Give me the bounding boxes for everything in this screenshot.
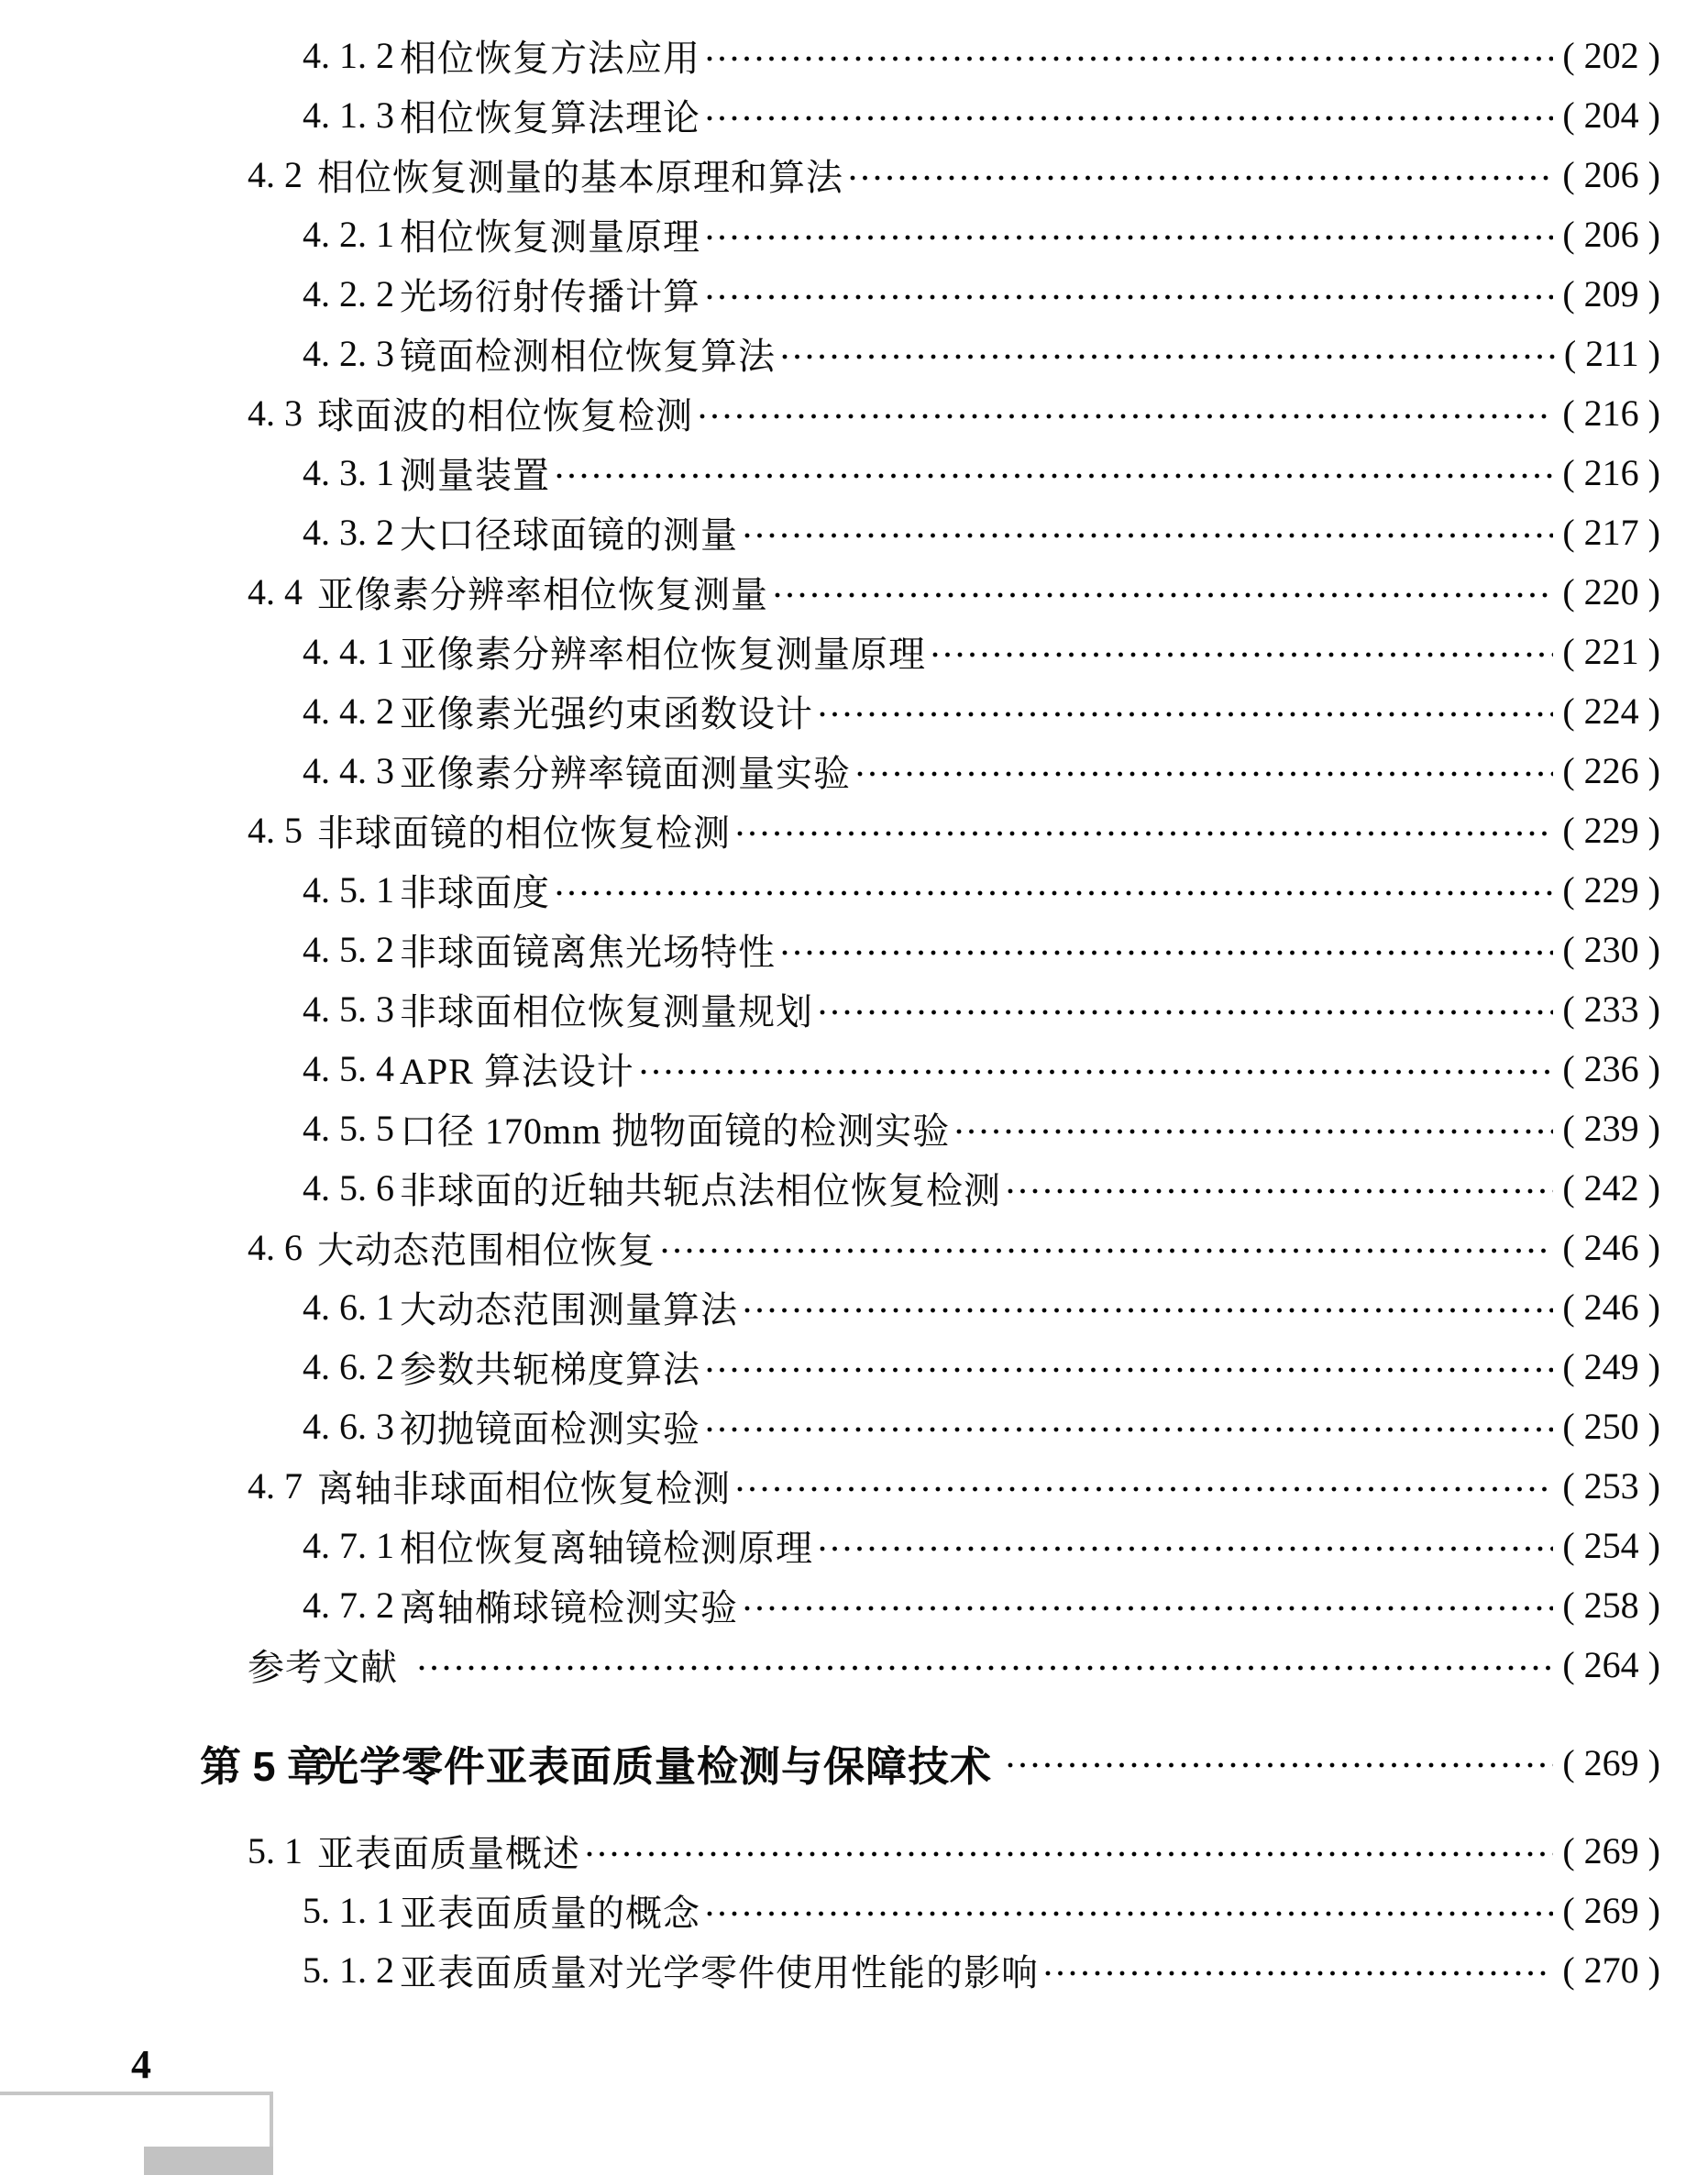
entry-page: ( 204 ) bbox=[1562, 94, 1660, 137]
dot-leader bbox=[640, 1066, 1554, 1077]
entry-title: 相位恢复测量原理 bbox=[400, 216, 700, 258]
toc-entry bbox=[0, 145, 1708, 204]
toc-entry bbox=[0, 26, 1708, 85]
entry-page: ( 264 ) bbox=[1562, 1643, 1660, 1686]
entry-number: 5. 1. 2 bbox=[303, 1949, 394, 1991]
toc-entry bbox=[0, 1158, 1708, 1218]
entry-number: 4. 4. 1 bbox=[303, 631, 394, 672]
entry-title: 亚表面质量对光学零件使用性能的影响 bbox=[400, 1952, 1039, 1993]
entry-page: ( 217 ) bbox=[1562, 511, 1660, 554]
toc-entry bbox=[0, 264, 1708, 324]
toc-entry bbox=[0, 1456, 1708, 1516]
toc-entry bbox=[0, 681, 1708, 741]
toc-entry bbox=[0, 204, 1708, 264]
entry-number: 4. 5. 2 bbox=[303, 929, 394, 970]
entry-title: 亚像素分辨率相位恢复测量 bbox=[317, 574, 768, 615]
entry-page: ( 216 ) bbox=[1562, 451, 1660, 494]
entry-page: ( 221 ) bbox=[1562, 630, 1660, 673]
entry-page: ( 269 ) bbox=[1562, 1829, 1660, 1872]
dot-leader bbox=[1044, 1968, 1553, 1979]
dot-leader bbox=[849, 172, 1553, 183]
entry-number: 4. 3 bbox=[248, 392, 303, 434]
entry-number: 5. 1. 1 bbox=[303, 1890, 394, 1931]
entry-page: ( 258 ) bbox=[1562, 1584, 1660, 1627]
dot-leader bbox=[955, 1126, 1553, 1137]
toc-entry bbox=[0, 1881, 1708, 1940]
entry-title: 非球面的近轴共轭点法相位恢复检测 bbox=[400, 1170, 1001, 1211]
toc-entry bbox=[0, 1516, 1708, 1575]
entry-title: 大动态范围相位恢复 bbox=[317, 1230, 656, 1271]
entry-number: 4. 7 bbox=[248, 1465, 303, 1507]
entry-page: ( 206 ) bbox=[1562, 153, 1660, 196]
entry-title: 光学零件亚表面质量检测与保障技术 bbox=[317, 1742, 993, 1790]
toc-entry bbox=[0, 1821, 1708, 1881]
toc-entry bbox=[0, 1277, 1708, 1337]
toc-entry bbox=[0, 1218, 1708, 1277]
entry-number: 4. 2 bbox=[248, 154, 303, 195]
entry-title: 离轴椭球镜检测实验 bbox=[400, 1587, 738, 1628]
dot-leader bbox=[706, 1364, 1553, 1375]
toc-entry bbox=[0, 860, 1708, 920]
toc-entry bbox=[0, 1337, 1708, 1397]
dot-leader bbox=[856, 768, 1553, 779]
entry-number: 4. 1. 2 bbox=[303, 35, 394, 76]
entry-number: 4. 4. 2 bbox=[303, 690, 394, 732]
dot-leader bbox=[781, 351, 1555, 362]
entry-page: ( 229 ) bbox=[1562, 868, 1660, 911]
toc-entry bbox=[0, 1729, 1708, 1795]
dot-leader bbox=[706, 53, 1553, 64]
toc-entry bbox=[0, 979, 1708, 1039]
entry-number: 4. 1. 3 bbox=[303, 94, 394, 136]
corner-gray-block bbox=[144, 2147, 273, 2175]
dot-leader bbox=[706, 232, 1553, 243]
entry-page: ( 270 ) bbox=[1562, 1949, 1660, 1992]
entry-page: ( 216 ) bbox=[1562, 392, 1660, 435]
dot-leader bbox=[556, 470, 1553, 481]
entry-number: 4. 5. 1 bbox=[303, 869, 394, 911]
dot-leader bbox=[586, 1849, 1553, 1860]
entry-title: 相位恢复方法应用 bbox=[400, 38, 700, 79]
entry-page: ( 226 ) bbox=[1562, 749, 1660, 792]
entry-page: ( 254 ) bbox=[1562, 1524, 1660, 1567]
entry-number: 4. 7. 1 bbox=[303, 1525, 394, 1566]
dot-leader bbox=[706, 1908, 1553, 1919]
entry-page: ( 239 ) bbox=[1562, 1107, 1660, 1150]
toc-entry bbox=[0, 920, 1708, 979]
toc-entry bbox=[0, 85, 1708, 145]
entry-title: 非球面镜离焦光场特性 bbox=[400, 932, 776, 973]
entry-title: 离轴非球面相位恢复检测 bbox=[317, 1468, 731, 1509]
entry-title: 相位恢复算法理论 bbox=[400, 97, 700, 138]
entry-number: 4. 6. 2 bbox=[303, 1346, 394, 1387]
entry-title: 亚表面质量概述 bbox=[317, 1833, 580, 1874]
entry-page: ( 220 ) bbox=[1562, 570, 1660, 613]
toc-entry bbox=[0, 1635, 1708, 1695]
entry-number: 4. 4 bbox=[248, 571, 303, 613]
entry-number: 4. 5. 3 bbox=[303, 988, 394, 1030]
dot-leader bbox=[931, 649, 1553, 660]
entry-title: 亚像素分辨率相位恢复测量原理 bbox=[400, 634, 926, 675]
entry-title: 相位恢复离轴镜检测原理 bbox=[400, 1528, 813, 1569]
dot-leader bbox=[781, 947, 1553, 958]
entry-number: 4. 4. 3 bbox=[303, 750, 394, 791]
dot-leader bbox=[744, 1305, 1553, 1316]
footer-page-number: 4 bbox=[131, 2042, 151, 2087]
entry-number: 4. 6. 3 bbox=[303, 1406, 394, 1447]
toc-entry bbox=[0, 741, 1708, 800]
entry-number: 第 5 章 bbox=[200, 1742, 329, 1790]
entry-number: 4. 3. 2 bbox=[303, 512, 394, 553]
toc-entry bbox=[0, 324, 1708, 383]
dot-leader bbox=[744, 530, 1553, 541]
dot-leader bbox=[1007, 1760, 1553, 1771]
dot-leader bbox=[819, 1007, 1553, 1018]
toc-entry bbox=[0, 800, 1708, 860]
entry-page: ( 269 ) bbox=[1562, 1741, 1660, 1784]
entry-page: ( 206 ) bbox=[1562, 213, 1660, 256]
entry-number: 4. 7. 2 bbox=[303, 1584, 394, 1626]
entry-number: 4. 6. 1 bbox=[303, 1286, 394, 1328]
entry-title: 非球面镜的相位恢复检测 bbox=[317, 812, 731, 854]
toc-entry bbox=[0, 502, 1708, 562]
entry-number: 4. 2. 1 bbox=[303, 214, 394, 255]
entry-page: ( 250 ) bbox=[1562, 1405, 1660, 1448]
entry-title: 镜面检测相位恢复算法 bbox=[400, 336, 776, 377]
dot-leader bbox=[774, 590, 1553, 601]
dot-leader bbox=[699, 411, 1553, 422]
toc-entry bbox=[0, 443, 1708, 502]
entry-title: 参数共轭梯度算法 bbox=[400, 1349, 700, 1390]
entry-title: 光场衍射传播计算 bbox=[400, 276, 700, 317]
dot-leader bbox=[736, 828, 1553, 839]
entry-page: ( 246 ) bbox=[1562, 1286, 1660, 1329]
entry-number: 4. 5. 5 bbox=[303, 1108, 394, 1149]
entry-title: 测量装置 bbox=[400, 455, 550, 496]
toc-entry bbox=[0, 383, 1708, 443]
entry-number: 4. 3. 1 bbox=[303, 452, 394, 493]
entry-number: 5. 1 bbox=[248, 1830, 303, 1871]
entry-number: 4. 6 bbox=[248, 1227, 303, 1268]
dot-leader bbox=[556, 888, 1553, 899]
dot-leader bbox=[1007, 1186, 1553, 1197]
entry-title: 参考文献 bbox=[248, 1647, 398, 1688]
entry-title: 口径 170mm 抛物面镜的检测实验 bbox=[400, 1110, 951, 1152]
toc-entry bbox=[0, 1099, 1708, 1158]
entry-title: 非球面相位恢复测量规划 bbox=[400, 991, 813, 1032]
entry-title: 球面波的相位恢复检测 bbox=[317, 395, 693, 436]
dot-leader bbox=[706, 292, 1553, 303]
entry-number: 4. 2. 3 bbox=[303, 333, 394, 374]
entry-page: ( 209 ) bbox=[1562, 272, 1660, 315]
entry-title: 亚像素光强约束函数设计 bbox=[400, 693, 813, 734]
entry-page: ( 229 ) bbox=[1562, 809, 1660, 852]
dot-leader bbox=[736, 1484, 1553, 1495]
entry-number: 4. 2. 2 bbox=[303, 273, 394, 315]
entry-page: ( 233 ) bbox=[1562, 988, 1660, 1031]
entry-page: ( 224 ) bbox=[1562, 690, 1660, 733]
entry-page: ( 253 ) bbox=[1562, 1464, 1660, 1507]
entry-title: 相位恢复测量的基本原理和算法 bbox=[317, 157, 843, 198]
entry-number: 4. 5. 4 bbox=[303, 1048, 394, 1089]
dot-leader bbox=[706, 113, 1553, 124]
entry-title: 大口径球面镜的测量 bbox=[400, 514, 738, 556]
entry-page: ( 269 ) bbox=[1562, 1889, 1660, 1932]
entry-title: 亚像素分辨率镜面测量实验 bbox=[400, 753, 851, 794]
entry-page: ( 249 ) bbox=[1562, 1345, 1660, 1388]
entry-title: APR 算法设计 bbox=[400, 1051, 634, 1092]
entry-page: ( 202 ) bbox=[1562, 34, 1660, 77]
entry-page: ( 242 ) bbox=[1562, 1166, 1660, 1209]
entry-title: 初抛镜面检测实验 bbox=[400, 1408, 700, 1450]
entry-page: ( 211 ) bbox=[1564, 332, 1660, 375]
dot-leader bbox=[418, 1662, 1553, 1673]
dot-leader bbox=[706, 1424, 1553, 1435]
entry-number: 4. 5. 6 bbox=[303, 1167, 394, 1209]
entry-title: 亚表面质量的概念 bbox=[400, 1893, 700, 1934]
entry-page: ( 236 ) bbox=[1562, 1047, 1660, 1090]
entry-number: 4. 5 bbox=[248, 810, 303, 851]
toc-entry bbox=[0, 1575, 1708, 1635]
dot-leader bbox=[661, 1245, 1553, 1256]
dot-leader bbox=[744, 1603, 1553, 1614]
dot-leader bbox=[819, 709, 1553, 720]
entry-title: 大动态范围测量算法 bbox=[400, 1289, 738, 1330]
toc-entry bbox=[0, 1397, 1708, 1456]
entry-title: 非球面度 bbox=[400, 872, 550, 913]
toc-entry bbox=[0, 562, 1708, 622]
toc-entry bbox=[0, 1940, 1708, 2000]
entry-page: ( 246 ) bbox=[1562, 1226, 1660, 1269]
toc-entry bbox=[0, 622, 1708, 681]
toc-entry bbox=[0, 1039, 1708, 1099]
dot-leader bbox=[819, 1543, 1553, 1554]
entry-page: ( 230 ) bbox=[1562, 928, 1660, 971]
